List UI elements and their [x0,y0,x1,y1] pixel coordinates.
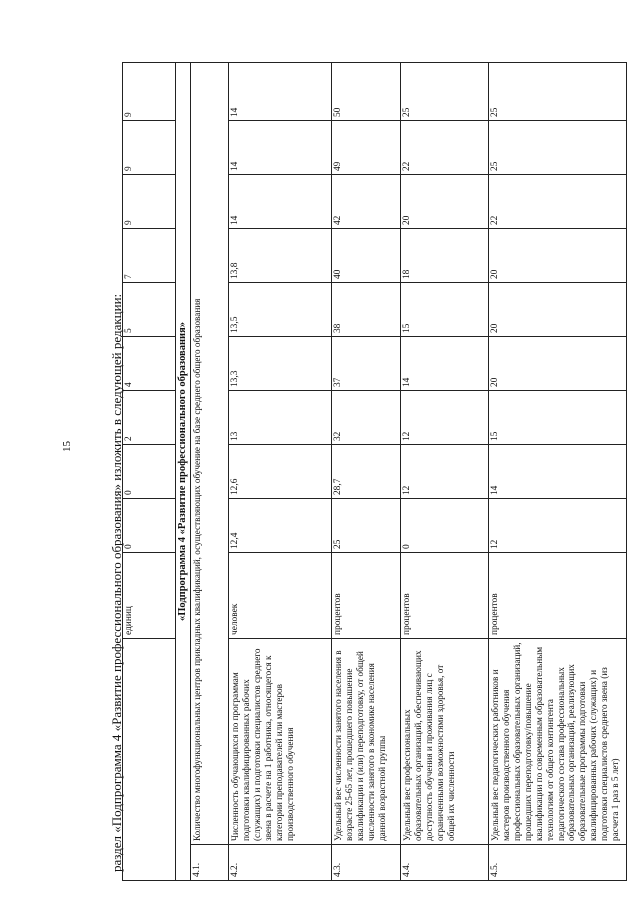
value-cell: 7 [123,229,176,283]
indicator-name: Удельный вес численности занятого населения в возрасте 25-65 лет, прошедшего повышение квалификации и (или) переподготовку, от общей численности занятого в экономике населения данной возрастной группы [332,639,401,845]
table-row [229,63,332,881]
value-cell: 12 [401,445,489,499]
value-cell: 25 [401,63,489,121]
table-row [123,63,176,881]
value-cell: 15 [489,391,627,445]
value-cell: 0 [123,445,176,499]
value-cell: 28,7 [332,445,401,499]
section-intro: раздел «Подпрограмма 4 «Развитие профессионального образования» изложить в следующей редакции: [109,293,124,872]
table-row [401,63,489,881]
value-cell: 20 [489,283,627,337]
value-cell: 9 [123,63,176,121]
value-cell: 12,6 [229,445,332,499]
value-cell: 12,4 [229,499,332,553]
value-cell: 22 [401,121,489,175]
value-cell: 9 [123,175,176,229]
value-cell: 50 [332,63,401,121]
table-row [191,63,229,881]
value-cell: 25 [489,121,627,175]
table-row [332,63,401,881]
row-number: 4.2. [229,845,332,881]
value-cell: 25 [489,63,627,121]
value-cell: 40 [332,229,401,283]
indicator-name: Удельный вес профессиональных образовательных организаций, обеспечивающих доступность обучения и проживания лиц с ограниченными возможностями здоровья, от общей их численности [401,639,489,845]
value-cell: 12 [489,499,627,553]
unit-cell: процентов [401,553,489,639]
value-cell: 14 [401,337,489,391]
value-cell: 0 [401,499,489,553]
value-cell: 32 [332,391,401,445]
value-cell: 18 [401,229,489,283]
value-cell: 38 [332,283,401,337]
value-cell: 20 [489,337,627,391]
value-cell: 13,8 [229,229,332,283]
value-cell: 12 [401,391,489,445]
indicator-name: Количество многофункциональных центров прикладных квалификаций, осуществляющих обучение на базе среднего общего образования [191,63,229,845]
value-cell: 20 [401,175,489,229]
unit-cell: единиц [123,553,176,639]
blank-cell [123,639,176,881]
value-cell: 4 [123,337,176,391]
value-cell: 14 [489,445,627,499]
indicator-name: Численность обучающихся по программам подготовки квалифицированных рабочих (служащих) и подготовки специалистов среднего звена в расчете на 1 работника, относящегося к категории преподавателей или мастеров производственного обучения [229,639,332,845]
value-cell: 20 [489,229,627,283]
value-cell: 9 [123,121,176,175]
unit-cell: процентов [332,553,401,639]
row-number: 4.3. [332,845,401,881]
row-number: 4.1. [191,845,229,881]
value-cell: 42 [332,175,401,229]
value-cell: 37 [332,337,401,391]
page-number: 15 [61,441,73,452]
section-title: «Подпрограмма 4 «Развитие профессионального образования» [176,63,191,881]
value-cell: 14 [229,121,332,175]
rotated-table-wrapper [122,63,620,881]
value-cell: 13,3 [229,337,332,391]
value-cell: 25 [332,499,401,553]
value-cell: 49 [332,121,401,175]
value-cell: 14 [229,63,332,121]
section-row [176,63,191,881]
row-number: 4.5. [489,845,627,881]
indicator-name: Удельный вес педагогических работников и мастеров производственного обучения профессиональных образовательных организаций, прошедших переподготовку/повышение квалификации по современным образовательным технологиям от общего контингента педагогического состава профессиональных образовательных организаций, реализующих образовательные программы подготовки квалифицированных рабочих (служащих) и подготовки специалистов среднего звена (из расчета 1 раз в 5 лет) [489,639,627,845]
row-number: 4.4. [401,845,489,881]
table-row [489,63,627,881]
value-cell: 14 [229,175,332,229]
value-cell: 2 [123,391,176,445]
value-cell: 5 [123,283,176,337]
value-cell: 13 [229,391,332,445]
unit-cell: человек [229,553,332,639]
value-cell: 15 [401,283,489,337]
indicators-table [122,62,627,881]
value-cell: 13,5 [229,283,332,337]
unit-cell: процентов [489,553,627,639]
value-cell: 22 [489,175,627,229]
value-cell: 0 [123,499,176,553]
